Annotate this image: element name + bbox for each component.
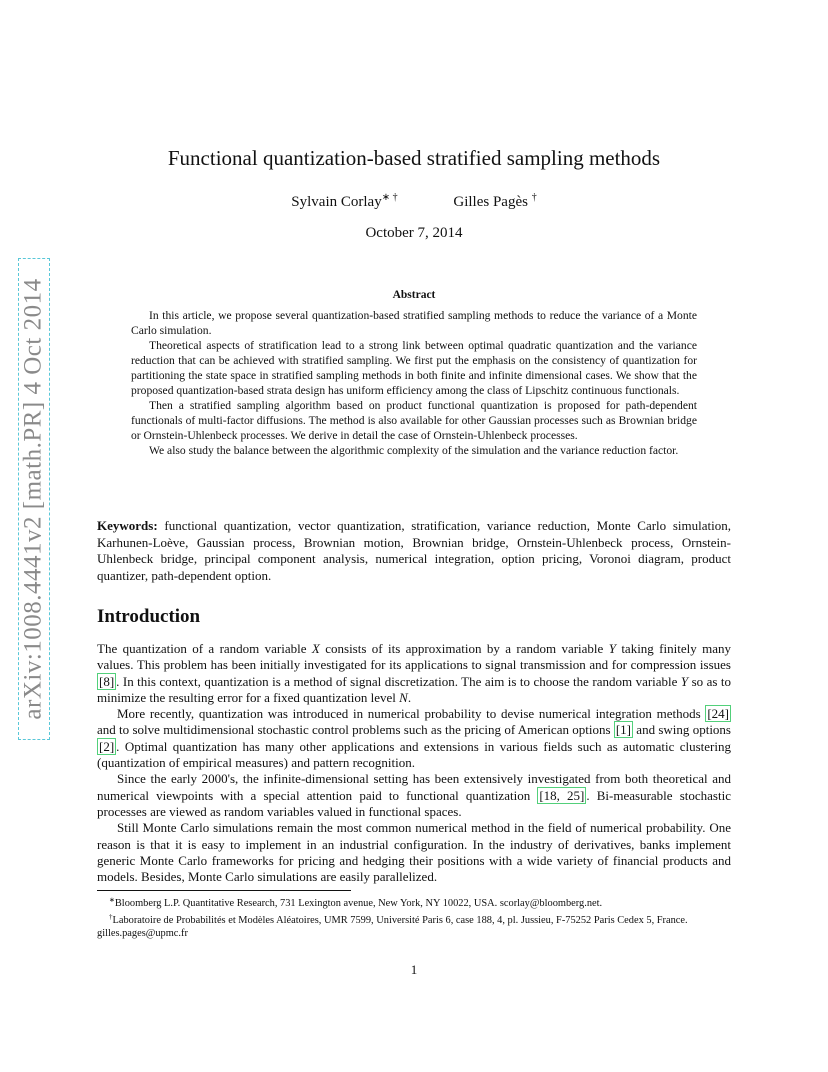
footnote-text: Laboratoire de Probabilités et Modèles Aléatoires, UMR 7599, Université Paris 6, case 188, 4, pl. Jussieu, F-75252 Paris Cedex 5, France. gilles.pages@upmc.fr: [97, 914, 688, 939]
footnote-rule: [97, 890, 351, 891]
text-run: consists of its approximation by a random variable: [319, 641, 609, 656]
author-2-name: Gilles Pagès: [453, 194, 528, 210]
text-run: . Bi-measurable stochastic processes are viewed as random variables valued in functional spaces.: [97, 787, 731, 819]
footnote-mark: †: [109, 912, 113, 921]
author-list: [0, 192, 828, 211]
math-var: X: [311, 641, 320, 656]
footnote: [97, 911, 731, 941]
text-run: taking finitely many values. This problem has been initially investigated for its applications to signal transmission and for compression issues: [97, 641, 731, 673]
abstract-paragraph: In this article, we propose several quantization-based stratified sampling methods to reduce the variance of a Monte Carlo simulation.: [131, 309, 697, 337]
math-var: Y: [608, 641, 616, 656]
intro-paragraph-1: [97, 641, 731, 706]
footnote-text: Bloomberg L.P. Quantitative Research, 731 Lexington avenue, New York, NY 10022, USA. scorlay@bloomberg.net.: [114, 898, 603, 909]
author-1: [291, 192, 397, 211]
abstract-paragraph: Theoretical aspects of stratification lead to a strong link between optimal quadratic quantization and the variance reduction that can be achieved with stratified sampling. We first put the emphasis on the consistency of quantization for partitioning the state space in stratified sampling methods in both finite and infinite dimensional cases. We show that the proposed quantization-based strata design has uniform efficiency among the class of Lipschitz continuous functionals.: [131, 339, 697, 397]
arxiv-stamp-text: arXiv:1008.4441v2 [math.PR] 4 Oct 2014: [20, 278, 47, 720]
footnotes: [97, 894, 731, 941]
text-run: so as to minimize the resulting error for a fixed quantization level: [97, 673, 731, 705]
footnote-mark: ∗: [109, 896, 115, 904]
paper-title: Functional quantization-based stratified sampling methods: [167, 146, 661, 170]
citation-link[interactable]: [8]: [99, 673, 115, 689]
text-run: and to solve multidimensional stochastic control problems such as the pricing of American options: [97, 722, 614, 738]
section-heading-introduction: Introduction: [97, 606, 201, 627]
keywords: [97, 518, 731, 584]
introduction-body: [97, 641, 731, 885]
footnote: [97, 894, 731, 911]
arxiv-stamp: [18, 258, 50, 740]
text-run: .: [407, 689, 412, 705]
math-var: N: [399, 689, 408, 705]
text-run: . In this context, quantization is a method of signal discretization. The aim is to choose the random variable: [116, 673, 681, 689]
page-number: 1: [410, 962, 418, 977]
keywords-text: functional quantization, vector quantization, stratification, variance reduction, Monte Carlo simulation, Karhunen-Loève, Gaussian process, Brownian motion, Brownian bridge, Ornstein-Uhlenbeck process, Ornstein-Uhlenbeck bridge, principal component analysis, numerical integration, option pricing, Voronoi diagram, product quantizer, path-dependent option.: [97, 518, 731, 583]
abstract-paragraph: Then a stratified sampling algorithm based on product functional quantization is proposed for path-dependent functionals of multi-factor diffusions. The method is also available for other Gaussian processes such as Brownian bridge or Ornstein-Uhlenbeck processes. We derive in detail the case of Ornstein-Uhlenbeck processes.: [131, 399, 697, 442]
text-run: More recently, quantization was introduced in numerical probability to devise numerical integration methods: [117, 706, 706, 722]
citation-link[interactable]: [2]: [99, 738, 115, 754]
citation-link[interactable]: [18, 25]: [539, 787, 585, 803]
author-2-mark: †: [531, 192, 537, 203]
author-1-name: Sylvain Corlay: [291, 194, 382, 210]
abstract-heading: Abstract: [392, 289, 436, 301]
intro-paragraph-2: [97, 706, 731, 771]
paper-date: October 7, 2014: [365, 225, 463, 241]
intro-paragraph-4: Still Monte Carlo simulations remain the most common numerical method in the field of numerical probability. One reason is that it is easy to implement in an industrial configuration. In the industry of derivatives, banks implement generic Monte Carlo frameworks for pricing and hedging their positions with a wide variety of financial products and models. Besides, Monte Carlo simulations are easily parallelized.: [97, 820, 731, 885]
author-1-mark: ∗ †: [381, 192, 398, 203]
text-run: Since the early 2000's, the infinite-dimensional setting has been extensively investigated from both theoretical and numerical viewpoints with a special attention paid to functional quantization: [97, 771, 731, 803]
text-run: . Optimal quantization has many other applications and extensions in various fields such as automatic clustering (quantization of empirical measures) and pattern recognition.: [97, 738, 731, 771]
text-run: The quantization of a random variable: [97, 641, 312, 656]
text-run: and swing options: [633, 722, 731, 738]
keywords-label: Keywords:: [97, 518, 158, 533]
intro-paragraph-3: [97, 771, 731, 820]
citation-link[interactable]: [1]: [615, 722, 632, 738]
abstract-body: [131, 308, 697, 458]
citation-link[interactable]: [24]: [707, 706, 729, 722]
abstract-paragraph: We also study the balance between the algorithmic complexity of the simulation and the variance reduction factor.: [149, 444, 679, 457]
math-var: Y: [680, 673, 689, 689]
author-2: [453, 192, 536, 211]
